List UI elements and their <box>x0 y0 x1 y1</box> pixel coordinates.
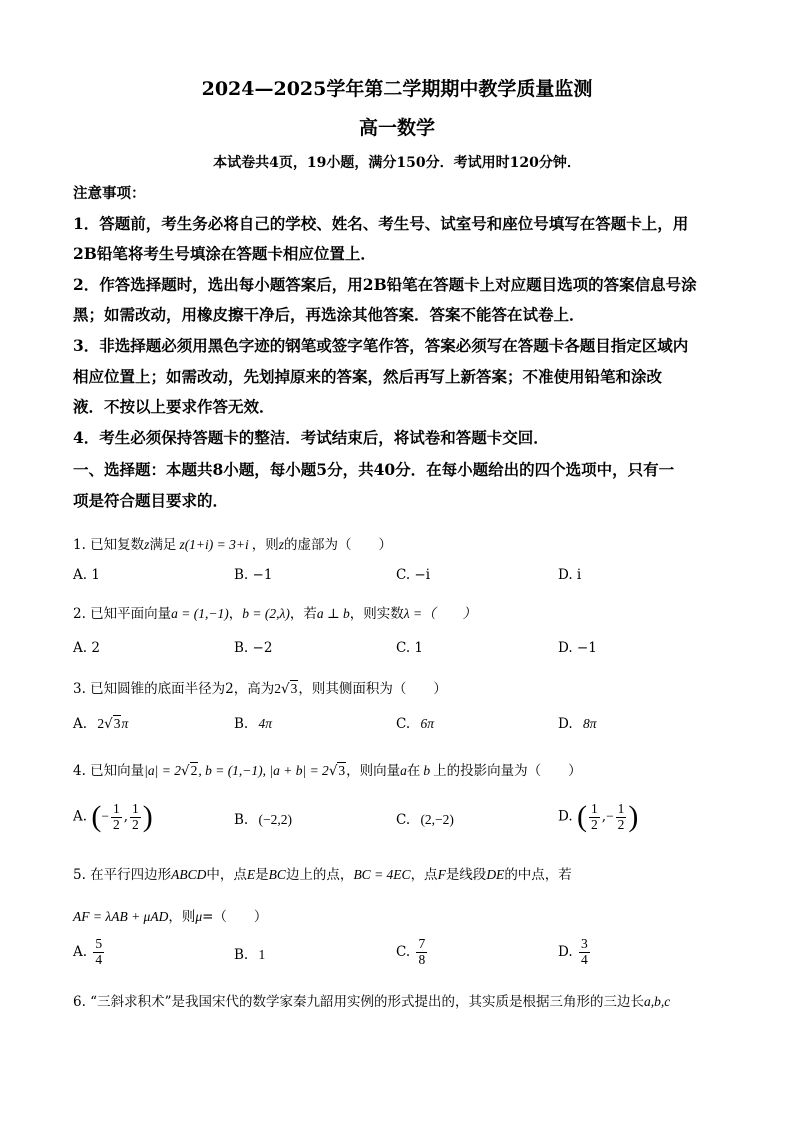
q4-option-a: A. (− $\frac{1}{2}$ , $\frac{1}{2}$ ) <box>73 800 153 833</box>
q4-option-d-num-2: 1 <box>617 800 625 816</box>
q3-option-a-label: A. <box>73 716 88 732</box>
q3-option-a-radicand: 3 <box>113 716 121 731</box>
q4-option-c <box>396 812 454 828</box>
q1-var: z <box>278 537 285 552</box>
q5-text-f: 是线段 <box>445 867 487 883</box>
q2-option-c: C. 1 <box>396 640 424 656</box>
q2-option-a: A. 2 <box>73 640 100 656</box>
q3-option-c-text: 6π <box>420 716 434 731</box>
q5-option-c-label: C. <box>396 943 411 960</box>
q3-option-b <box>234 716 272 732</box>
q4-option-a-sign-1: − <box>101 808 109 824</box>
q1-suffix: ，则 <box>251 537 279 553</box>
question-4: 4. 已知向量|a| = 2√2, b = (1,−1), |a + b| = 2√3，则向量a在 b 上的投影向量为（ ） <box>73 763 582 779</box>
notice-line: 2．作答选择题时，选出每小题答案后，用2B铅笔在答题卡上对应题目选项的答案信息号涂 <box>73 275 697 294</box>
q5-bc: BC <box>268 867 286 882</box>
q4-radicand-2: 3 <box>338 763 346 778</box>
q4-option-d-frac-2 <box>616 802 627 833</box>
notice-line: 液．不按以上要求作答无效． <box>73 397 275 416</box>
q5-option-b <box>234 947 265 963</box>
q4-vector-b: b <box>423 763 431 778</box>
q3-prefix: 3. 已知圆锥的底面半径为2，高为 <box>73 681 275 697</box>
q1-option-c: C. −i <box>396 567 431 583</box>
q1-mid: 满足 <box>149 537 177 553</box>
q4-option-d-sign-2: − <box>605 808 614 824</box>
q2-suffix: ，则实数 <box>349 606 404 622</box>
q5-text-h: ，则 <box>168 909 196 925</box>
q5-text-d: 边上的点， <box>285 867 354 883</box>
question-6 <box>73 990 670 1010</box>
q6-text: 6. “三斜求积术”是我国宋代的数学家秦九韶用实例的形式提出的，其实质是根据三角形的三边长 <box>73 994 644 1010</box>
q5-point-e: E <box>246 867 256 882</box>
q4-radicand-1: 2 <box>190 763 198 778</box>
q5-abcd: ABCD <box>171 867 207 882</box>
q4-option-d-den-1: 2 <box>590 816 598 832</box>
q2-cond-pre: ，若 <box>289 606 317 622</box>
q4-option-a-frac-1 <box>111 802 122 833</box>
q1-prefix: 1. 已知复数 <box>73 537 145 553</box>
q1-option-b: B. −1 <box>234 567 273 583</box>
q4-vector-a: a <box>400 763 407 778</box>
q4-option-b <box>234 812 292 828</box>
q3-option-b-label: B. <box>234 716 249 732</box>
question-5-line-1 <box>73 863 572 883</box>
q4-option-d-frac-1 <box>589 802 600 833</box>
section-heading-cont: 项是符合题目要求的． <box>73 491 229 510</box>
notice-line: 黑；如需改动，用橡皮擦干净后，再选涂其他答案．答案不能答在试卷上． <box>73 305 585 324</box>
q2-option-b: B. −2 <box>234 640 273 656</box>
q5-text-c: 是 <box>255 867 269 883</box>
q2-end: λ =（ ） <box>403 606 477 621</box>
section-heading: 一、选择题：本题共8小题，每小题5分，共40分．在每小题给出的四个选项中，只有一 <box>73 460 675 479</box>
q4-option-b-text: (−2,2) <box>258 812 292 827</box>
q5-text-i: =（ ） <box>202 909 268 925</box>
q3-option-a-pi: π <box>121 716 129 731</box>
q5-text-a: 5. 在平行四边形 <box>73 867 172 883</box>
notice-line: 4．考生必须保持答题卡的整洁．考试结束后，将试卷和答题卡交回． <box>73 428 549 447</box>
page-subtitle: 高一数学 <box>358 117 435 139</box>
q5-point-f: F <box>437 867 446 882</box>
q5-option-c <box>396 937 429 968</box>
q2-option-d: D. −1 <box>558 640 597 656</box>
q5-option-d-frac <box>579 937 590 968</box>
q4-expr-1: |a| = 2 <box>144 763 181 778</box>
q1-option-a: A. 1 <box>73 567 100 583</box>
q5-option-b-text: 1 <box>258 947 266 962</box>
q2-condition: a ⊥ b <box>316 606 350 621</box>
q4-option-a-frac-2 <box>130 802 141 833</box>
q4-mid: ，则向量 <box>346 763 401 779</box>
q2-prefix: 2. 已知平面向量 <box>73 606 172 622</box>
q4-option-c-label: C. <box>396 812 411 828</box>
notice-line: 3．非选择题必须用黑色字迹的钢笔或签字笔作答，答案必须写在答题卡各题目指定区域内 <box>73 336 689 355</box>
q4-option-a-num-2: 1 <box>132 800 139 816</box>
q3-option-d-label: D. <box>558 716 573 732</box>
q5-vector-equation: BC = 4EC <box>353 867 411 882</box>
q1-expression: z(1+i) = 3+i <box>179 537 249 552</box>
q4-option-d-den-2: 2 <box>617 816 625 832</box>
question-3: 3. 已知圆锥的底面半径为2，高为2√3，则其侧面积为（ ） <box>73 681 447 697</box>
q5-text-b: 中，点 <box>206 867 247 883</box>
q5-option-a-den: 4 <box>95 951 103 967</box>
q4-option-b-label: B. <box>234 812 249 828</box>
q3-option-d <box>558 716 596 732</box>
q5-option-b-label: B. <box>234 947 249 963</box>
q5-af-expression: AF = λAB + μAD <box>73 909 169 924</box>
q4-option-a-den-2: 2 <box>132 816 139 832</box>
q2-vector-a: a = (1,−1) <box>171 606 229 621</box>
question-5-line-2 <box>73 905 267 925</box>
q2-vector-b: b = (2,λ) <box>242 606 290 621</box>
q4-option-a-label: A. <box>73 808 88 825</box>
q4-option-d: D. ( $\frac{1}{2}$ ,− $\frac{1}{2}$ ) <box>558 800 639 833</box>
q5-option-a-num: 5 <box>95 936 103 951</box>
q4-option-d-label: D. <box>558 808 573 825</box>
q6-vars: a,b,c <box>643 994 671 1009</box>
q5-option-a-frac <box>93 937 104 968</box>
exam-info: 本试卷共4页，19小题，满分150分．考试用时120分钟． <box>213 155 581 171</box>
question-2: 2. 已知平面向量a = (1,−1)，b = (2,λ)，若a ⊥ b，则实数λ =（ ） <box>73 606 477 622</box>
q3-option-d-text: 8π <box>582 716 597 731</box>
q3-option-b-text: 4π <box>258 716 273 731</box>
q3-height-radicand: 3 <box>290 681 298 696</box>
q4-in: 在 <box>406 763 421 779</box>
page-title: 2024—2025学年第二学期期中教学质量监测 <box>201 78 593 100</box>
q5-option-d-num: 3 <box>580 936 588 951</box>
q5-option-d <box>558 937 592 968</box>
q1-option-d: D. i <box>558 567 582 583</box>
q3-height-coef: 2 <box>274 681 282 696</box>
q4-option-a-den-1: 2 <box>112 816 120 832</box>
q3-option-c <box>396 716 434 732</box>
q1-var: z <box>144 537 150 552</box>
notice-line: 相应位置上；如需改动，先划掉原来的答案，然后再写上新答案；不准使用铅笔和涂改 <box>73 367 663 386</box>
q5-option-c-den: 8 <box>418 951 426 967</box>
q4-expr-2: , b = (1,−1), |a + b| = 2 <box>198 763 329 778</box>
q5-option-d-label: D. <box>558 943 573 960</box>
notice-line: 2B铅笔将考生号填涂在答题卡相应位置上． <box>73 244 376 263</box>
q3-option-a-coef: 2 <box>97 716 105 731</box>
q4-option-c-text: (2,−2) <box>420 812 454 827</box>
q4-option-a-num-1: 1 <box>112 800 120 816</box>
q3-suffix: ，则其侧面积为（ ） <box>298 681 447 697</box>
q4-suffix: 上的投影向量为（ ） <box>433 763 582 779</box>
q3-option-a: A. 2√3π <box>73 716 129 732</box>
question-1 <box>73 533 392 553</box>
q5-text-g: 的中点，若 <box>504 867 572 883</box>
notice-heading: 注意事项： <box>73 185 146 202</box>
q4-option-d-num-1: 1 <box>590 800 598 816</box>
q5-option-a-label: A. <box>73 943 88 960</box>
q5-mu: μ <box>195 909 203 924</box>
q5-option-d-den: 4 <box>580 951 588 967</box>
q3-option-c-label: C. <box>396 716 411 732</box>
q1-end: 的虚部为（ ） <box>284 537 393 553</box>
q5-text-e: ，点 <box>410 867 438 883</box>
q5-option-a <box>73 937 106 968</box>
q4-prefix: 4. 已知向量 <box>73 763 145 779</box>
q5-option-c-num: 7 <box>418 936 426 951</box>
q5-option-c-frac <box>416 937 427 968</box>
q5-de: DE <box>486 867 505 882</box>
notice-line: 1．答题前，考生务必将自己的学校、姓名、考生号、试室号和座位号填写在答题卡上，用 <box>73 214 689 233</box>
